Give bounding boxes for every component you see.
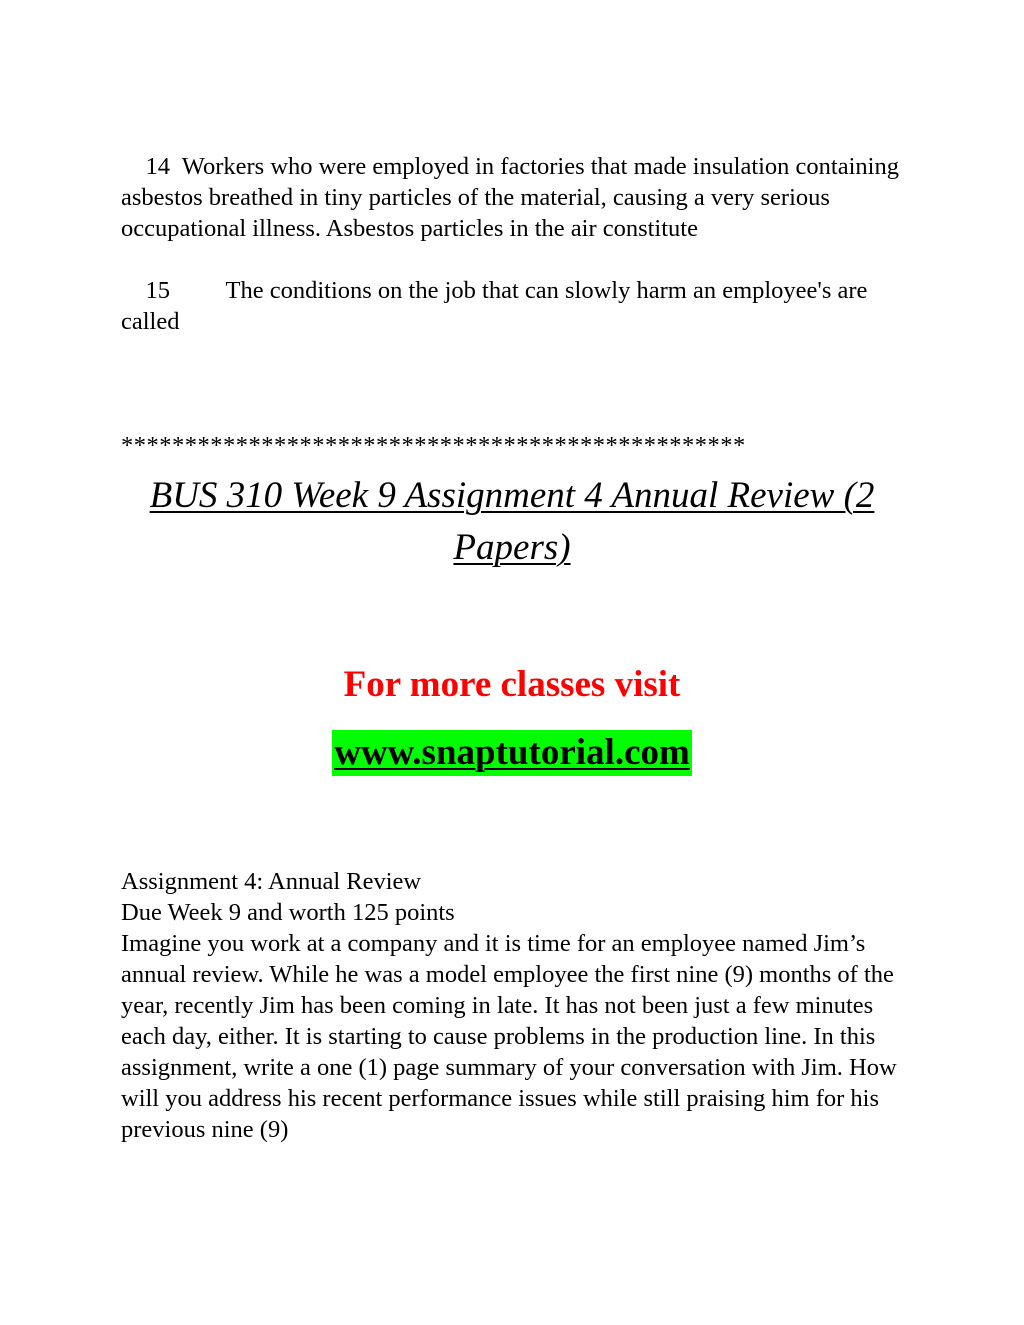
- promo-link-container: [112, 730, 912, 776]
- snaptutorial-link[interactable]: www.snaptutorial.com: [332, 730, 692, 776]
- page-title-line-2: Papers): [453, 527, 571, 568]
- assignment-section: [121, 866, 911, 1145]
- separator-line: *************************************************: [121, 432, 746, 459]
- promo-text: For more classes visit: [343, 664, 681, 705]
- assignment-title: Assignment 4: Annual Review: [121, 868, 422, 895]
- question-15: [121, 244, 911, 368]
- question-14-text: 14 Workers who were employed in factories that made insulation containing asbestos breathed in tiny particles of the material, causing a very serious occupational illness. Asbestos particles in the air constitute: [121, 153, 906, 242]
- assignment-body: Imagine you work at a company and it is time for an employee named Jim’s annual review. While he was a model employee the first nine (9) months of the year, recently Jim has been coming in late. It has not been just a few minutes each day, either. It is starting to cause problems in the production line. In this assignment, write a one (1) page summary of your conversation with Jim. How will you address his recent performance issues while still praising him for his previous nine (9): [121, 930, 897, 1143]
- page-title: [112, 470, 912, 574]
- question-15-number: 15: [145, 277, 170, 304]
- assignment-due: Due Week 9 and worth 125 points: [121, 899, 455, 926]
- question-15-text: The conditions on the job that can slowly harm an employee's are called: [121, 277, 874, 335]
- page-title-line-1: BUS 310 Week 9 Assignment 4 Annual Review (2: [149, 475, 875, 516]
